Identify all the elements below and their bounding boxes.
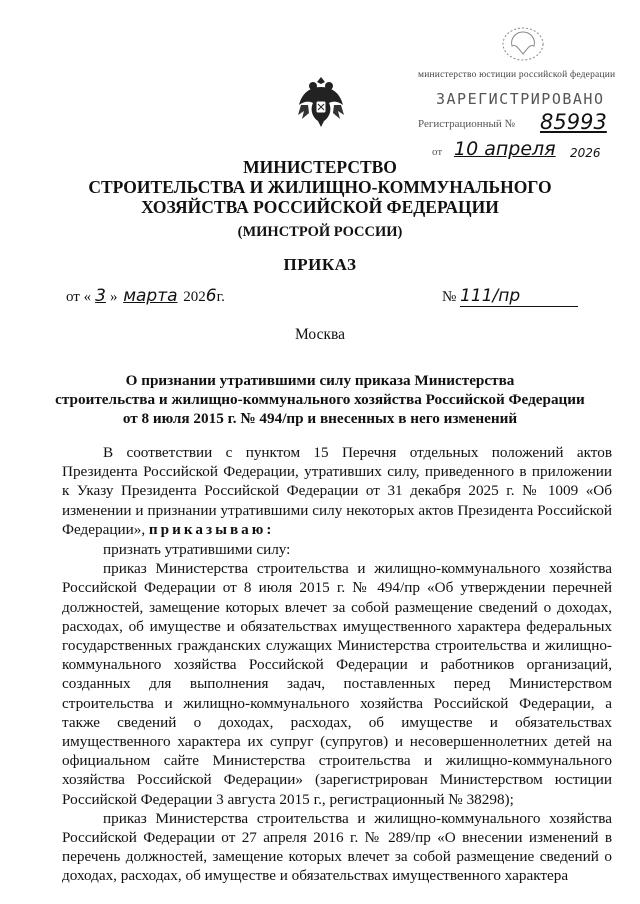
date-day: 3 <box>95 286 106 306</box>
order-title-line1: О признании утратившими силу приказа Министерства <box>125 372 515 389</box>
stamp-date-prefix: от <box>432 146 443 158</box>
order-number <box>442 286 578 307</box>
number-label: № <box>442 289 457 305</box>
stamp-seal-emblem <box>498 24 548 64</box>
date-prefix: от « <box>66 289 92 305</box>
ministry-name-line3: ХОЗЯЙСТВА РОССИЙСКОЙ ФЕДЕРАЦИИ <box>141 197 499 217</box>
order-date <box>66 286 225 306</box>
date-year-end: г. <box>216 289 225 305</box>
body-paragraph-preamble <box>62 443 612 539</box>
date-year-prefix: 202 <box>183 289 206 305</box>
date-mid: » <box>109 289 118 305</box>
preamble-text: В соответствии с пунктом 15 Перечня отдельных положений актов Президента Российской Федерации, утративших силу, приведенного в приложении к Указу Президента Российской Федерации от 31 декабря 2025 г. № 1009 «Об изменении и признании утратившими силу некоторых актов Президента Российской Федерации», <box>62 444 612 538</box>
date-month: марта <box>123 286 178 306</box>
stamp-ministry: министерство юстиции российской федерации <box>418 70 616 80</box>
date-year-suffix: 6 <box>205 286 217 306</box>
order-body <box>62 443 612 886</box>
order-title-line3: от 8 июля 2015 г. № 494/пр и внесенных в него изменений <box>122 410 518 427</box>
stamp-date-year: 2026 <box>570 146 601 160</box>
order-title-line2: строительства и жилищно-коммунального хозяйства Российской Федерации <box>55 391 585 408</box>
body-paragraph-item2: приказ Министерства строительства и жилищно-коммунального хозяйства Российской Федерации от 27 апреля 2016 г. № 289/пр «О внесении изменений в перечень должностей, замещение которых влечет за собой размещение сведений о доходах, расходах, об имуществе и обязательствах имущественного характера <box>62 809 612 885</box>
ministry-name-line1: МИНИСТЕРСТВО <box>243 157 397 177</box>
body-paragraph-declare: признать утратившими силу: <box>103 541 291 559</box>
city: Москва <box>295 326 345 343</box>
stamp-reg-number: 85993 <box>540 110 607 134</box>
coat-of-arms-emblem <box>296 75 346 131</box>
registration-stamp <box>418 6 628 166</box>
doc-type-title: ПРИКАЗ <box>283 255 357 274</box>
number-value: 111/пр <box>460 286 578 307</box>
stamp-date-value: 10 апреля <box>454 138 556 160</box>
ministry-name-line2: СТРОИТЕЛЬСТВА И ЖИЛИЩНО-КОММУНАЛЬНОГО <box>88 177 552 197</box>
stamp-registered: ЗАРЕГИСТРИРОВАНО <box>436 90 605 108</box>
stamp-reg-label: Регистрационный № <box>418 118 516 130</box>
order-word: приказываю: <box>148 520 275 538</box>
body-paragraph-item1: приказ Министерства строительства и жилищно-коммунального хозяйства Российской Федерации от 8 июля 2015 г. № 494/пр «Об утверждении перечней должностей, замещение которых влечет за собой размещение сведений о доходах, расходах, об имуществе и обязательствах имущественного характера федеральных государственных гражданских служащих Министерства строительства и жилищно-коммунального хозяйства Российской Федерации и работников организаций, созданных для выполнения задач, поставленных перед Министерством строительства и жилищно-коммунального хозяйства Российской Федерации, а также сведений о доходах, расходах, об имуществе и обязательствах имущественного характера их супруг (супругов) и несовершеннолетних детей на официальном сайте Министерства строительства и жилищно-коммунального хозяйства Российской Федерации» (зарегистрирован Министерством юстиции Российской Федерации 3 августа 2015 г., регистрационный № 38298); <box>62 560 612 808</box>
ministry-abbr: (МИНСТРОЙ РОССИИ) <box>237 224 403 240</box>
